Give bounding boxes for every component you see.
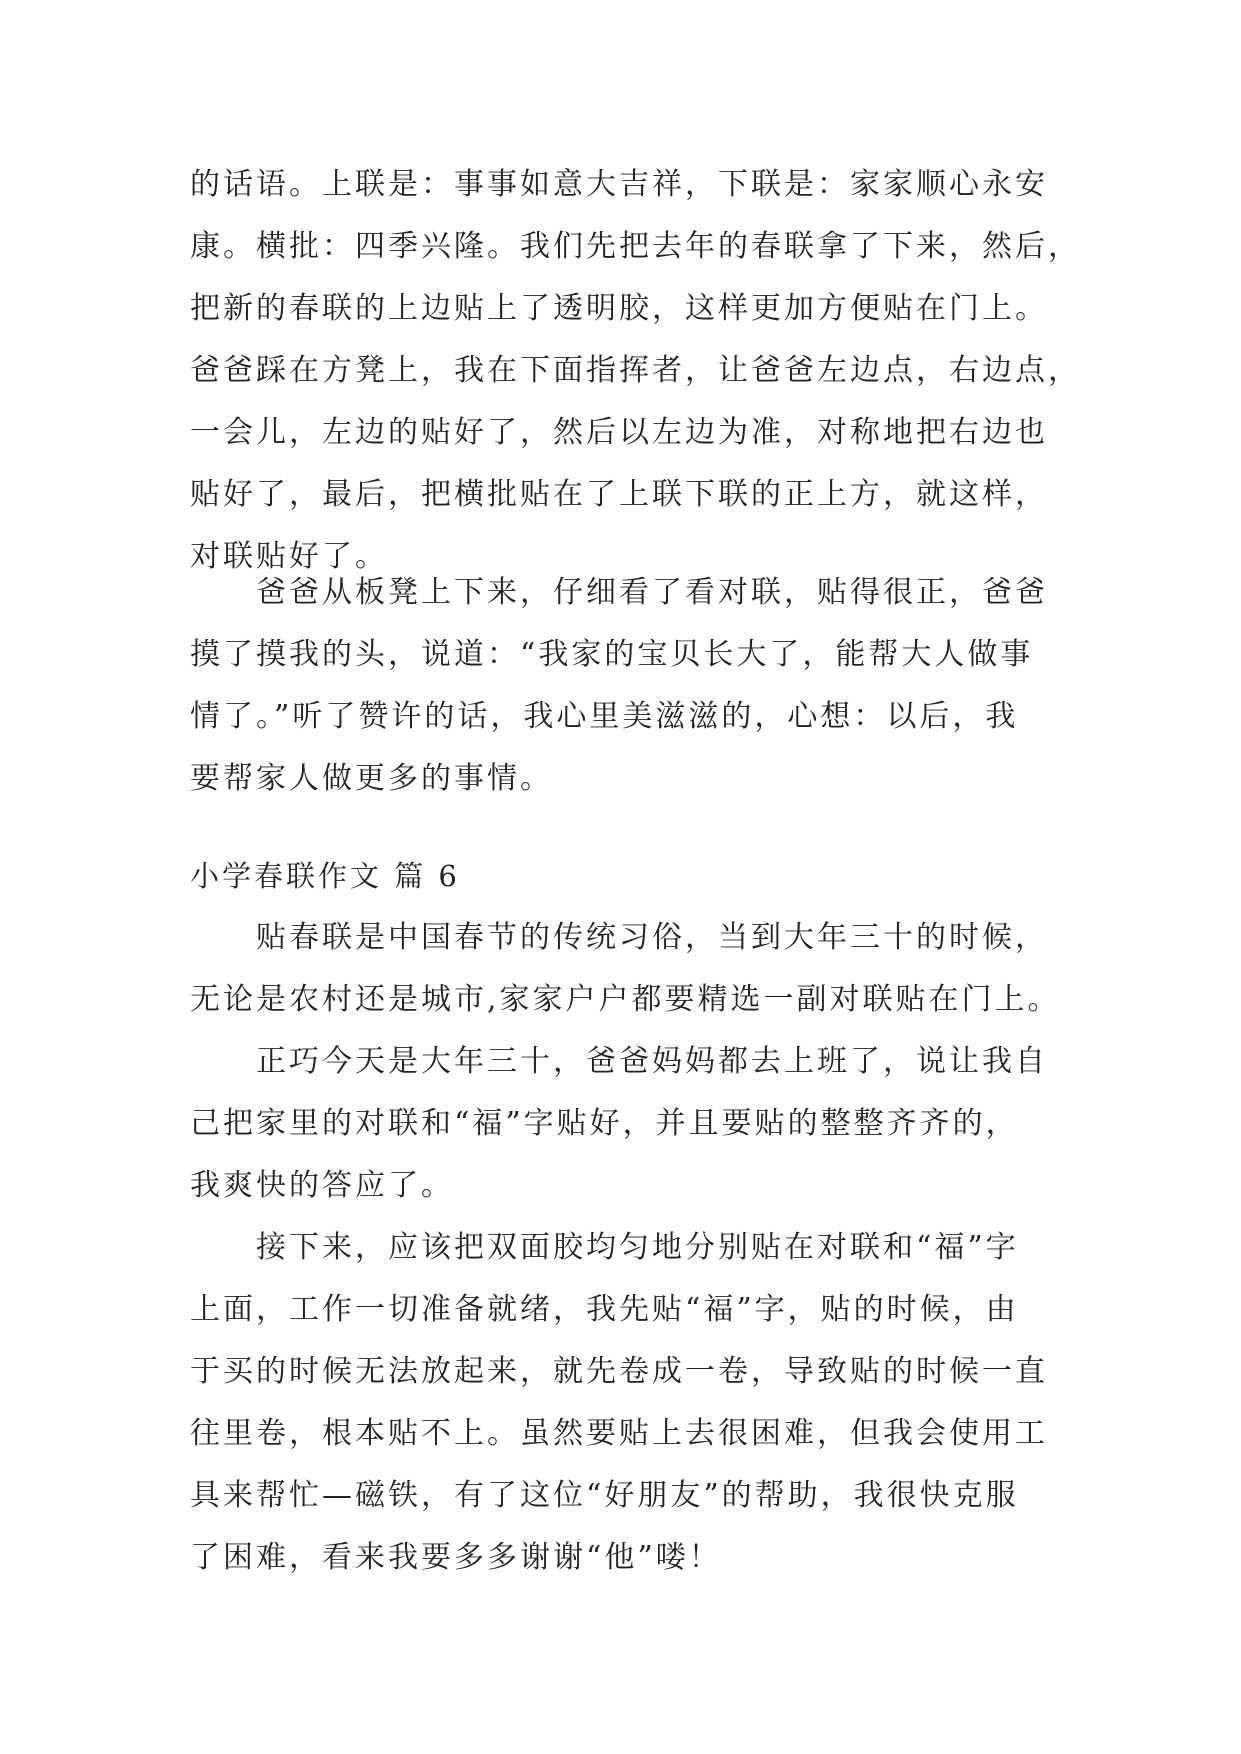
text-line: 具来帮忙—磁铁，有了这位“好朋友”的帮助，我很快克服 xyxy=(190,1478,1019,1513)
text-line: 于买的时候无法放起来，就先卷成一卷，导致贴的时候一直 xyxy=(190,1354,1048,1389)
paragraph-2 xyxy=(190,1031,1070,1217)
text-line: 一会儿，左边的贴好了，然后以左边为准，对称地把右边也 xyxy=(190,415,1048,450)
text-line: 正巧今天是大年三十，爸爸妈妈都去上班了，说让我自 xyxy=(256,1044,1048,1079)
essay-section-6 xyxy=(190,845,1070,1589)
text-line: 康。横批：四季兴隆。我们先把去年的春联拿了下来，然后， xyxy=(190,229,1081,264)
text-line: 接下来，应该把双面胶均匀地分别贴在对联和“福”字 xyxy=(256,1230,1019,1265)
text-line: 爸爸从板凳上下来，仔细看了看对联，贴得很正，爸爸 xyxy=(256,575,1048,610)
text-line: 的话语。上联是：事事如意大吉祥，下联是：家家顺心永安 xyxy=(190,167,1048,202)
text-line: 往里卷，根本贴不上。虽然要贴上去很困难，但我会使用工 xyxy=(190,1416,1048,1451)
text-line: 摸了摸我的头，说道：“我家的宝贝长大了，能帮大人做事 xyxy=(190,637,1034,672)
text-line: 情了。”听了赞许的话，我心里美滋滋的，心想：以后，我 xyxy=(190,699,1019,734)
paragraph-3 xyxy=(190,1217,1070,1589)
text-line: 贴春联是中国春节的传统习俗，当到大年三十的时候， xyxy=(256,920,1048,955)
continued-paragraph xyxy=(190,154,1081,588)
text-line: 了困难，看来我要多多谢谢“他”喽！ xyxy=(190,1540,722,1575)
text-line: 把新的春联的上边贴上了透明胶，这样更加方便贴在门上。 xyxy=(190,291,1048,326)
paragraph-1 xyxy=(190,907,1070,1031)
text-line: 我爽快的答应了。 xyxy=(190,1168,454,1203)
closing-paragraph xyxy=(190,562,1070,810)
text-line: 无论是农村还是城市,家家户户都要精选一副对联贴在门上。 xyxy=(190,982,1061,1017)
text-line: 贴好了，最后，把横批贴在了上联下联的正上方，就这样， xyxy=(190,477,1048,512)
text-line: 爸爸踩在方凳上，我在下面指挥者，让爸爸左边点，右边点， xyxy=(190,353,1081,388)
text-line: 己把家里的对联和“福”字贴好，并且要贴的整整齐齐的， xyxy=(190,1106,1019,1141)
text-line: 上面，工作一切准备就绪，我先贴“福”字，贴的时候，由 xyxy=(190,1292,1019,1327)
text-line: 要帮家人做更多的事情。 xyxy=(190,761,553,796)
text-line: 对联贴好了。 xyxy=(190,539,388,574)
section-heading: 小学春联作文 篇 6 xyxy=(190,859,460,893)
